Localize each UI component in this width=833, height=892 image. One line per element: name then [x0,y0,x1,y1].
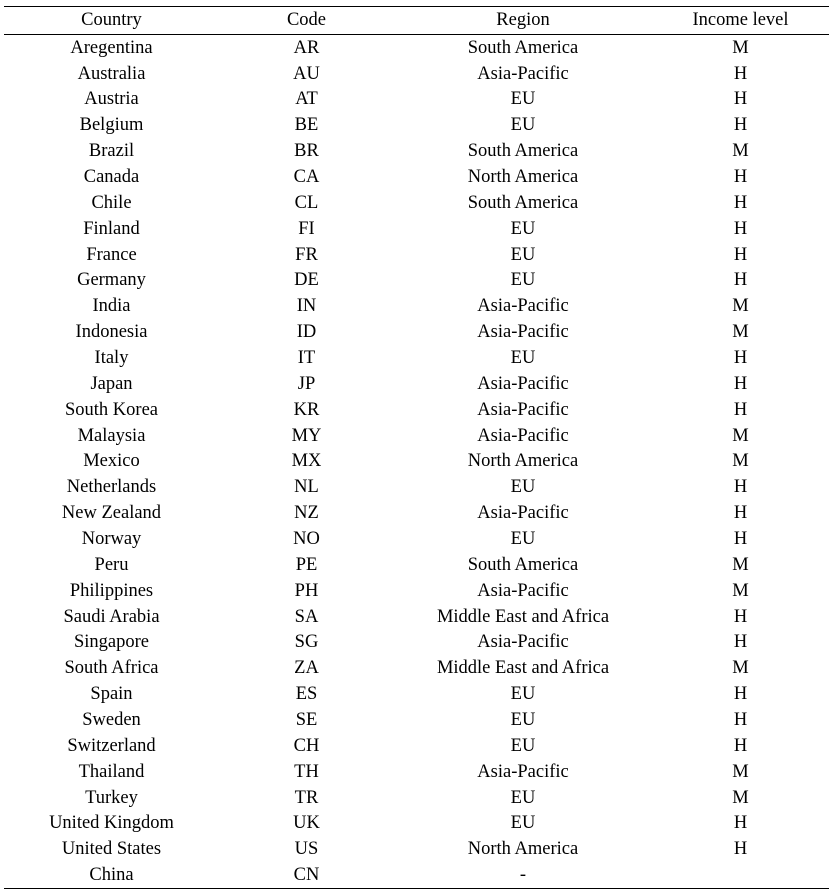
cell-code: US [294,839,319,860]
cell-country: India [92,296,131,317]
cell-country: South Africa [64,658,159,679]
cell-region: Middle East and Africa [436,658,610,679]
table-row [4,811,829,837]
cell-region: EU [510,270,536,291]
cell-country: Thailand [78,761,145,782]
cell-income-level: M [732,141,749,162]
table-row [4,681,829,707]
cell-code: KR [293,399,320,420]
cell-income-level: M [732,580,749,601]
table-row [4,371,829,397]
cell-country: Brazil [88,141,135,162]
cell-country: United States [61,839,162,860]
cell-income-level: H [733,270,748,291]
cell-code: IN [296,296,317,317]
header-income-level: Income level [652,7,829,35]
cell-code: MX [291,451,322,472]
cell-country: Spain [90,684,133,705]
cell-code: IT [297,347,316,368]
cell-region: Middle East and Africa [436,606,610,627]
cell-region: EU [510,735,536,756]
table-row [4,759,829,785]
cell-region: Asia-Pacific [477,425,569,446]
cell-code: AT [295,89,318,110]
table-row [4,449,829,475]
cell-code: TR [294,787,319,808]
cell-income-level: H [733,347,748,368]
cell-region: EU [510,477,536,498]
cell-country: Italy [94,347,129,368]
table-row [4,268,829,294]
table-row [4,475,829,501]
cell-region: North America [467,166,579,187]
cell-income-level: H [733,839,748,860]
table-row [4,526,829,552]
cell-region: South America [467,554,579,575]
table-row [4,500,829,526]
cell-code: UK [293,813,320,834]
cell-income-level: H [733,373,748,394]
cell-code: MY [291,425,322,446]
cell-country: Peru [94,554,129,575]
cell-country: Belgium [79,115,144,136]
cell-country: Netherlands [66,477,157,498]
cell-country: New Zealand [61,503,162,524]
cell-income-level: M [732,296,749,317]
cell-code: CH [293,735,320,756]
cell-code: AU [293,63,320,84]
cell-income-level: H [733,632,748,653]
cell-region: EU [510,813,536,834]
cell-country: Finland [83,218,140,239]
cell-country: Switzerland [67,735,156,756]
cell-country: Canada [83,166,140,187]
cell-region: Asia-Pacific [477,373,569,394]
cell-region: Asia-Pacific [477,296,569,317]
table-row [4,319,829,345]
table-row [4,552,829,578]
cell-income-level: H [733,166,748,187]
cell-code: SE [295,710,318,731]
cell-country: Saudi Arabia [63,606,160,627]
cell-region: North America [467,839,579,860]
cell-code: PE [295,554,318,575]
cell-country: Sweden [82,710,141,731]
table-row [4,138,829,164]
cell-region: South America [467,192,579,213]
cell-region: EU [510,244,536,265]
cell-country: Japan [90,373,133,394]
cell-income-level: H [733,529,748,549]
header-region: Region [394,7,652,35]
cell-country: Turkey [85,787,138,808]
table-row [4,837,829,863]
cell-code: ID [296,322,317,343]
cell-income-level: M [732,787,749,808]
cell-income-level: H [733,218,748,239]
cell-income-level: H [733,477,748,498]
cell-region: Asia-Pacific [477,399,569,420]
cell-income-level [652,863,829,889]
table-row [4,785,829,811]
cell-code: SA [294,606,319,627]
cell-country: France [86,244,137,265]
cell-code: NO [293,529,320,549]
cell-income-level: M [732,322,749,343]
cell-code: CN [219,863,394,889]
table-row [4,242,829,268]
cell-country: Germany [77,270,146,291]
cell-region: EU [510,787,536,808]
header-country: Country [4,7,219,35]
cell-income-level: H [733,710,748,731]
header-row [4,7,829,35]
cell-country: South Korea [65,399,158,420]
cell-region: EU [510,529,536,549]
cell-region: EU [510,684,536,705]
cell-region: - [394,863,652,889]
table-row [4,345,829,371]
cell-region: North America [467,451,579,472]
cell-income-level: M [732,554,749,575]
cell-country: Australia [77,63,146,84]
table-row [4,294,829,320]
cell-region: Asia-Pacific [477,503,569,524]
cell-country: Mexico [83,451,140,472]
cell-region: South America [467,141,579,162]
cell-country: Aregentina [70,37,153,58]
cell-income-level: H [733,606,748,627]
cell-country: Philippines [69,580,154,601]
table-row [4,604,829,630]
cell-code: BR [294,141,319,162]
table-row [4,216,829,242]
table-row [4,863,829,889]
table-body [4,35,829,889]
cell-region: South America [467,37,579,58]
cell-region: Asia-Pacific [477,63,569,84]
cell-code: FI [298,218,315,239]
cell-income-level: H [733,399,748,420]
table-row [4,733,829,759]
cell-code: DE [294,270,319,291]
cell-income-level: M [732,761,749,782]
cell-income-level: M [732,425,749,446]
cell-code: ES [295,684,318,705]
cell-income-level: M [732,658,749,679]
table-row [4,630,829,656]
cell-code: NL [294,477,319,498]
cell-income-level: H [733,684,748,705]
cell-code: TH [294,761,319,782]
cell-region: Asia-Pacific [477,322,569,343]
cell-income-level: H [733,115,748,136]
table-row [4,578,829,604]
cell-income-level: H [733,813,748,834]
table-row [4,164,829,190]
cell-code: CL [294,192,319,213]
table-header [4,7,829,35]
cell-income-level: H [733,503,748,524]
cell-income-level: H [733,244,748,265]
table-row [4,35,829,61]
cell-income-level: H [733,735,748,756]
cell-region: EU [510,115,536,136]
table-row [4,87,829,113]
table-row [4,61,829,87]
cell-region: EU [510,89,536,110]
cell-country: Austria [84,89,139,110]
cell-code: SG [294,632,319,653]
cell-region: Asia-Pacific [477,632,569,653]
cell-country: Chile [91,192,132,213]
cell-code: BE [294,115,319,136]
cell-region: Asia-Pacific [477,761,569,782]
cell-region: EU [510,218,536,239]
cell-country: Norway [81,529,142,549]
table-row [4,397,829,423]
cell-country: Singapore [73,632,149,653]
cell-code: PH [294,580,319,601]
table-row [4,707,829,733]
cell-country: Indonesia [75,322,148,343]
cell-income-level: H [733,63,748,84]
cell-income-level: H [733,192,748,213]
cell-code: JP [297,373,316,394]
country-table [4,6,829,889]
header-code: Code [219,7,394,35]
cell-code: NZ [294,503,319,524]
cell-income-level: M [732,451,749,472]
table-row [4,423,829,449]
cell-code: ZA [294,658,319,679]
cell-country: United Kingdom [49,813,174,834]
cell-country: China [4,863,219,889]
cell-code: AR [293,37,320,58]
cell-income-level: M [732,37,749,58]
cell-country: Malaysia [77,425,146,446]
cell-region: Asia-Pacific [477,580,569,601]
cell-region: EU [510,710,536,731]
cell-region: EU [510,347,536,368]
cell-code: CA [293,166,320,187]
cell-income-level: H [733,89,748,110]
table-row [4,190,829,216]
table-row [4,656,829,682]
cell-code: FR [295,244,318,265]
table-row [4,113,829,139]
